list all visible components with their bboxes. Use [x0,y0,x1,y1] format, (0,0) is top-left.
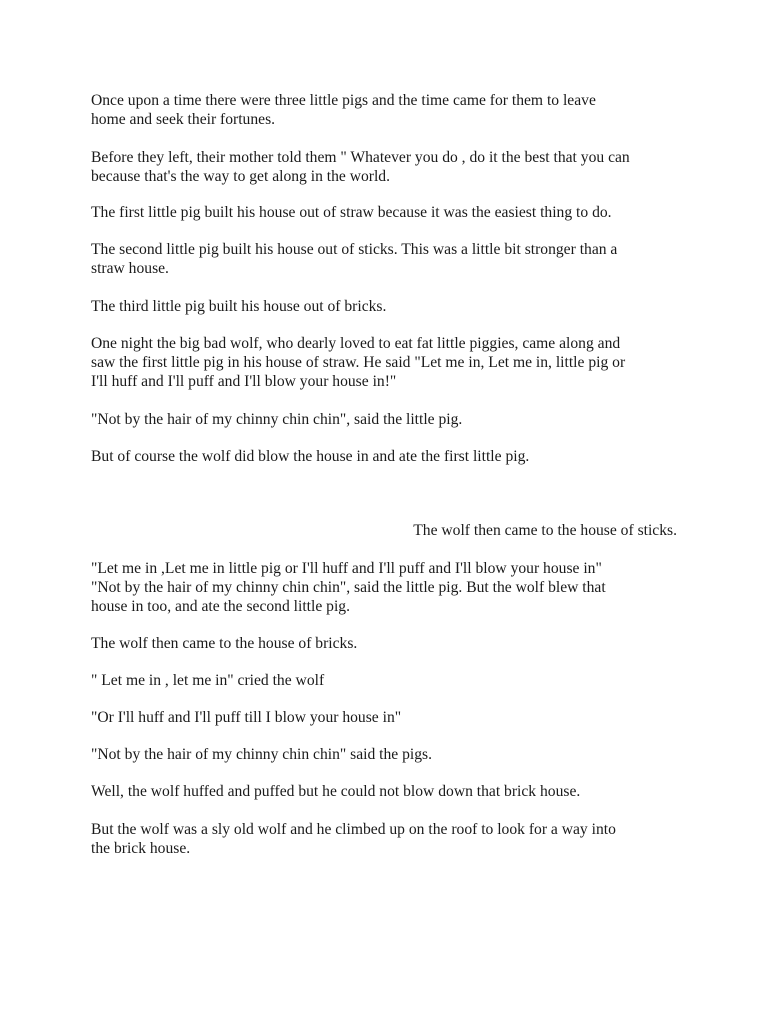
paragraph-4 [91,240,691,278]
paragraph-14 [91,745,691,764]
text-line: Well, the wolf huffed and puffed but he could not blow down that brick house. [91,783,581,800]
text-line: But the wolf was a sly old wolf and he climbed up on the roof to look for a way into [91,821,616,838]
paragraph-16 [91,820,691,858]
text-line: The wolf then came to the house of bricks. [91,635,358,652]
paragraph-13 [91,708,691,727]
text-line: "Let me in ,Let me in little pig or I'll huff and I'll puff and I'll blow your house in" [91,560,602,577]
paragraph-1 [91,91,691,129]
paragraph-3 [91,203,691,222]
text-line: because that's the way to get along in the world. [91,168,391,185]
text-line: The wolf then came to the house of sticks. [413,522,677,539]
paragraph-8 [91,447,691,466]
paragraph-6 [91,334,691,391]
paragraph-15 [91,782,691,801]
text-line: One night the big bad wolf, who dearly loved to eat fat little piggies, came along and [91,335,621,352]
text-line: home and seek their fortunes. [91,111,276,128]
paragraph-12 [91,671,691,690]
paragraph-7 [91,410,691,429]
text-line: But of course the wolf did blow the house in and ate the first little pig. [91,448,530,465]
text-line: I'll huff and I'll puff and I'll blow your house in!" [91,373,397,390]
paragraph-9 [77,521,677,540]
text-line: the brick house. [91,840,191,857]
text-line: The second little pig built his house out of sticks. This was a little bit stronger than a [91,241,618,258]
text-line: saw the first little pig in his house of straw. He said "Let me in, Let me in, little pig or [91,354,626,371]
paragraph-10 [91,559,691,616]
text-line: "Or I'll huff and I'll puff till I blow your house in" [91,709,402,726]
paragraph-2 [91,148,691,186]
text-line: "Not by the hair of my chinny chin chin", said the little pig. But the wolf blew that [91,579,606,596]
text-line: Before they left, their mother told them " Whatever you do , do it the best that you can [91,149,630,166]
text-line: "Not by the hair of my chinny chin chin" said the pigs. [91,746,433,763]
text-line: Once upon a time there were three little pigs and the time came for them to leave [91,92,596,109]
paragraph-11 [91,634,691,653]
paragraph-5 [91,297,691,316]
text-line: "Not by the hair of my chinny chin chin", said the little pig. [91,411,463,428]
text-line: " Let me in , let me in" cried the wolf [91,672,325,689]
text-line: The first little pig built his house out of straw because it was the easiest thing to do. [91,204,612,221]
text-line: The third little pig built his house out of bricks. [91,298,387,315]
text-line: straw house. [91,260,169,277]
text-line: house in too, and ate the second little pig. [91,598,350,615]
